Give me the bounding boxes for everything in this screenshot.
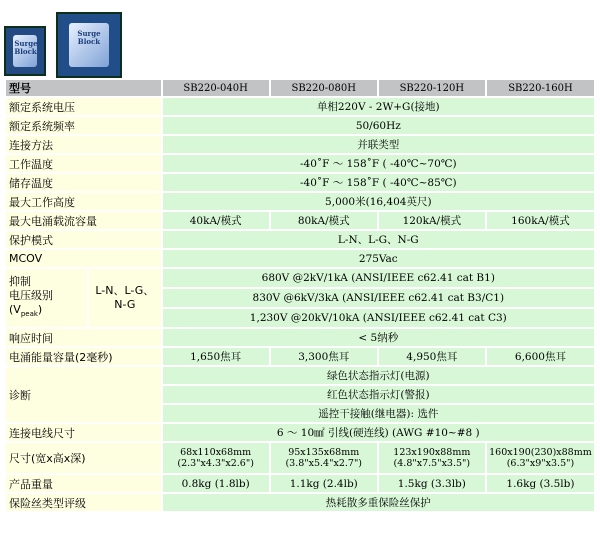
row-value: 1.1kg (2.4lb) <box>271 475 377 492</box>
row-label: 最大工作高度 <box>6 193 161 210</box>
row-label: 响应时间 <box>6 329 161 346</box>
table-row <box>6 174 594 191</box>
table-row <box>6 269 594 287</box>
table-row <box>6 494 594 511</box>
clamp-label-line1: 抑制 <box>9 274 31 288</box>
dimension-cell: 68x110x68mm (2.3"x4.3"x2.6") <box>163 443 269 473</box>
clamp-mode-line2: N-G <box>114 298 136 311</box>
row-label: 产品重量 <box>6 475 161 492</box>
model-name: SB220-040H <box>163 80 269 96</box>
model-name: SB220-080H <box>271 80 377 96</box>
dimension-cell: 160x190(230)x88mm (6.3"x9"x3.5") <box>487 443 594 473</box>
thumbnail-label: Surge Block <box>77 29 101 47</box>
table-row <box>6 136 594 153</box>
model-name: SB220-120H <box>379 80 485 96</box>
row-value: 热耗散多重保险丝保护 <box>163 494 594 511</box>
dimension-cell: 123x190x88mm (4.8"x7.5"x3.5") <box>379 443 485 473</box>
model-header-label: 型号 <box>6 80 161 96</box>
thumbnail-label: Surge Block <box>14 38 38 56</box>
row-label: 储存温度 <box>6 174 161 191</box>
row-label: 最大电涌载流容量 <box>6 212 161 229</box>
row-value: 5,000米(16,404英尺) <box>163 193 594 210</box>
table-row <box>6 212 594 229</box>
row-label: 诊断 <box>6 367 161 422</box>
row-value: -40˚F ～ 158˚F ( -40℃~85℃) <box>163 174 594 191</box>
row-label: 电涌能量容量(2毫秒) <box>6 348 161 365</box>
row-value: 275Vac <box>163 250 594 267</box>
diagnostics-value: 遥控干接触(继电器): 选件 <box>163 405 594 422</box>
table-row <box>6 443 594 473</box>
row-value: -40˚F ～ 158˚F ( -40℃~70℃) <box>163 155 594 172</box>
row-value: L-N、L-G、N-G <box>163 231 594 248</box>
clamp-mode <box>89 269 161 327</box>
row-value: 4,950焦耳 <box>379 348 485 365</box>
table-row <box>6 348 594 365</box>
row-label: 保护模式 <box>6 231 161 248</box>
row-value: 单相220V - 2W+G(接地) <box>163 98 594 115</box>
table-row <box>6 475 594 492</box>
table-row <box>6 98 594 115</box>
row-value: 并联类型 <box>163 136 594 153</box>
row-value: 1.5kg (3.3lb) <box>379 475 485 492</box>
model-name: SB220-160H <box>487 80 594 96</box>
table-row <box>6 329 594 346</box>
row-value: 1.6kg (3.5lb) <box>487 475 594 492</box>
table-row <box>6 193 594 210</box>
clamp-mode-line1: L-N、L-G、 <box>95 284 155 297</box>
row-label: 尺寸(宽x高x深) <box>6 443 161 473</box>
product-thumbnail-small[interactable] <box>4 26 46 76</box>
table-row <box>6 424 594 441</box>
row-value: 6 ～ 10㎟ 引线(硬连线) (AWG #10~#8 ) <box>163 424 594 441</box>
row-label: 工作温度 <box>6 155 161 172</box>
table-row <box>6 117 594 134</box>
row-label: MCOV <box>6 250 161 267</box>
row-value: 40kA/模式 <box>163 212 269 229</box>
clamp-value: 1,230V @20kV/10kA (ANSI/IEEE c62.41 cat C3) <box>163 309 594 327</box>
product-thumbnail-large[interactable] <box>56 12 122 78</box>
clamp-label-line3: $(V_{peak})$ <box>9 302 43 319</box>
row-value: 1,650焦耳 <box>163 348 269 365</box>
row-value: 50/60Hz <box>163 117 594 134</box>
clamp-label-cell <box>6 269 161 327</box>
diagnostics-value: 绿色状态指示灯(电源) <box>163 367 594 384</box>
row-value: 80kA/模式 <box>271 212 377 229</box>
clamp-label-line2: 电压级别 <box>9 288 53 302</box>
row-label: 额定系统电压 <box>6 98 161 115</box>
clamp-label <box>6 269 87 327</box>
row-value: 160kA/模式 <box>487 212 594 229</box>
row-label: 连接方法 <box>6 136 161 153</box>
clamp-value: 830V @6kV/3kA (ANSI/IEEE c62.41 cat B3/C1) <box>163 289 594 307</box>
table-row <box>6 367 594 384</box>
table-row <box>6 155 594 172</box>
row-label: 连接电线尺寸 <box>6 424 161 441</box>
row-label: 额定系统频率 <box>6 117 161 134</box>
dimension-cell: 95x135x68mm (3.8"x5.4"x2.7") <box>271 443 377 473</box>
table-header-row <box>6 80 594 96</box>
spec-table <box>4 78 596 513</box>
table-row <box>6 231 594 248</box>
row-value: < 5纳秒 <box>163 329 594 346</box>
row-label: 保险丝类型评级 <box>6 494 161 511</box>
clamp-value: 680V @2kV/1kA (ANSI/IEEE c62.41 cat B1) <box>163 269 594 287</box>
row-value: 0.8kg (1.8lb) <box>163 475 269 492</box>
row-value: 120kA/模式 <box>379 212 485 229</box>
table-row <box>6 250 594 267</box>
row-value: 6,600焦耳 <box>487 348 594 365</box>
row-value: 3,300焦耳 <box>271 348 377 365</box>
diagnostics-value: 红色状态指示灯(警报) <box>163 386 594 403</box>
